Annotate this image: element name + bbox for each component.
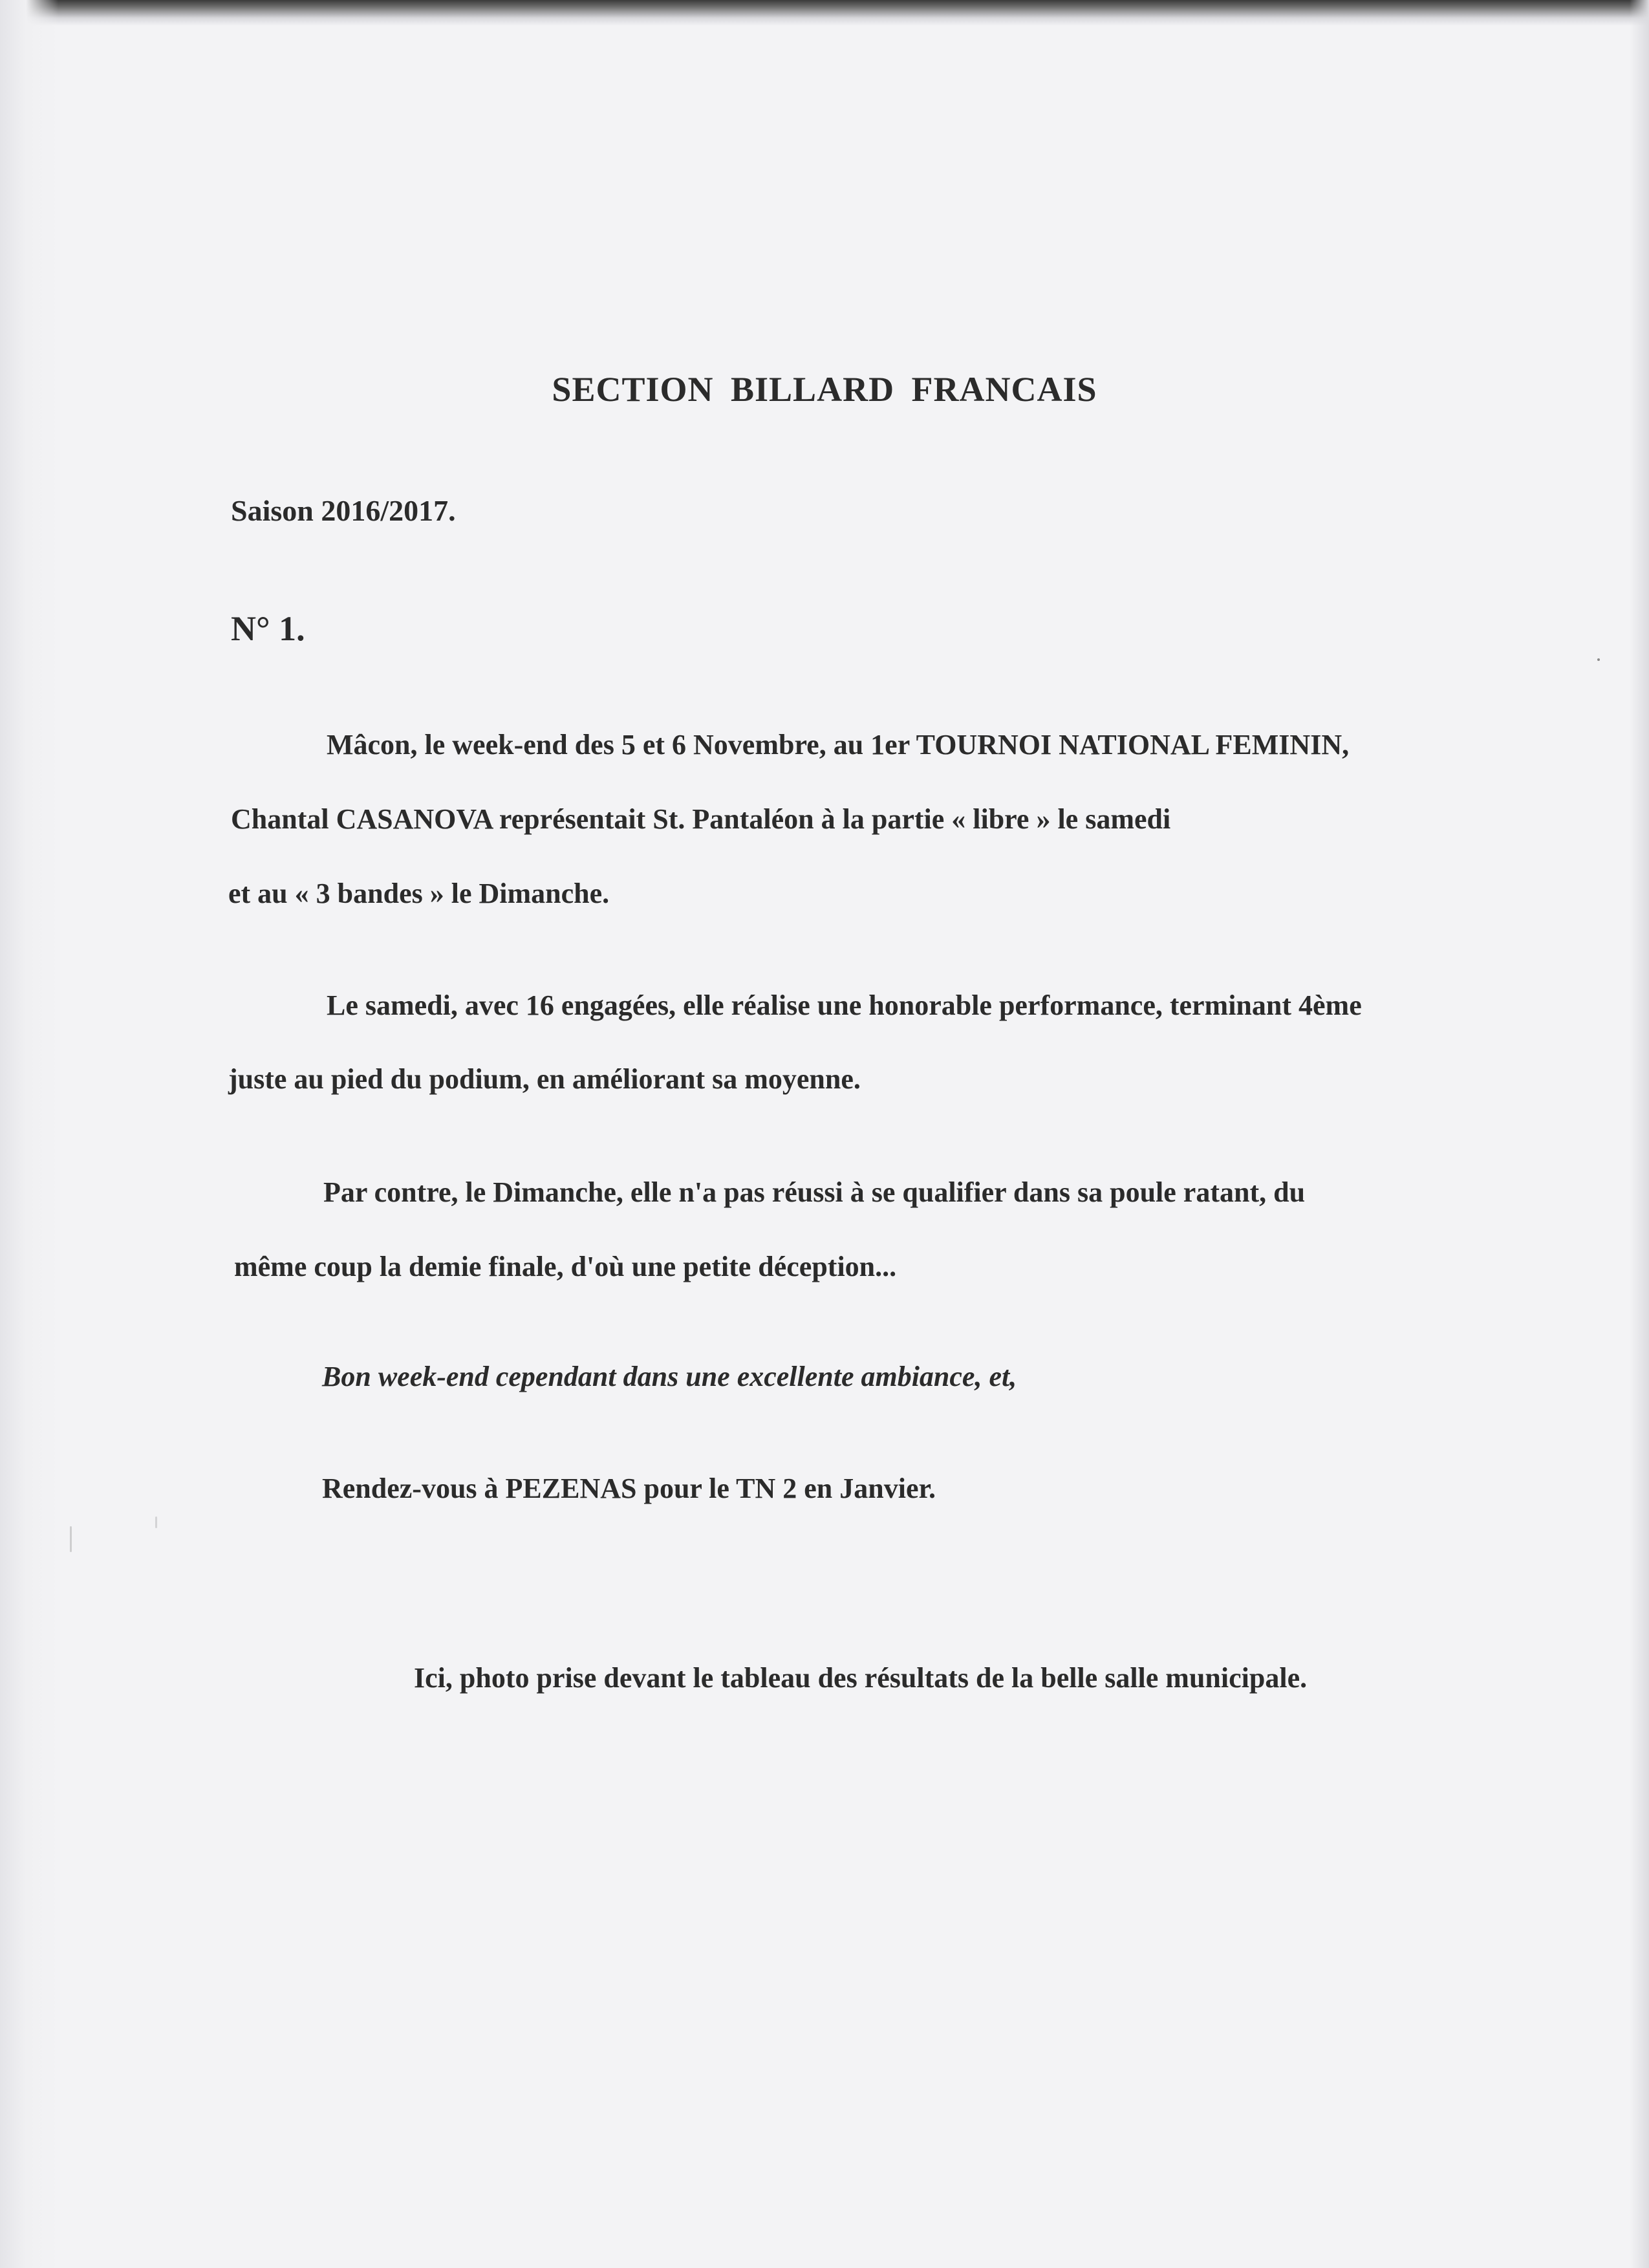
sunday-line-2: même coup la demie finale, d'où une petite déception... — [234, 1251, 897, 1282]
intro-line-1: Mâcon, le week-end des 5 et 6 Novembre, au 1er TOURNOI NATIONAL FEMININ, — [327, 729, 1350, 761]
saturday-line-2: juste au pied du podium, en améliorant sa moyenne. — [228, 1063, 861, 1095]
sunday-line-1: Par contre, le Dimanche, elle n'a pas réussi à se qualifier dans sa poule ratant, du — [323, 1176, 1306, 1208]
next-event-line: Rendez-vous à PEZENAS pour le TN 2 en Janvier. — [322, 1473, 936, 1504]
photo-caption: Ici, photo prise devant le tableau des résultats de la belle salle municipale. — [414, 1662, 1308, 1694]
document-title: SECTION BILLARD FRANCAIS — [552, 370, 1097, 409]
scan-top-shadow — [0, 0, 1649, 26]
scan-speck — [1597, 658, 1600, 661]
issue-number: N° 1. — [231, 609, 305, 648]
scan-right-shadow — [1630, 0, 1649, 2268]
saturday-line-1: Le samedi, avec 16 engagées, elle réalise une honorable performance, terminant 4ème — [327, 989, 1362, 1021]
scan-left-shadow — [0, 0, 58, 2268]
scan-speck — [155, 1517, 157, 1528]
intro-line-2: Chantal CASANOVA représentait St. Pantaléon à la partie « libre » le samedi — [231, 803, 1171, 835]
scan-speck — [70, 1526, 72, 1552]
season-label: Saison 2016/2017. — [231, 494, 456, 527]
closing-line: Bon week-end cependant dans une excellente ambiance, et, — [322, 1361, 1017, 1392]
intro-line-3: et au « 3 bandes » le Dimanche. — [228, 878, 610, 909]
